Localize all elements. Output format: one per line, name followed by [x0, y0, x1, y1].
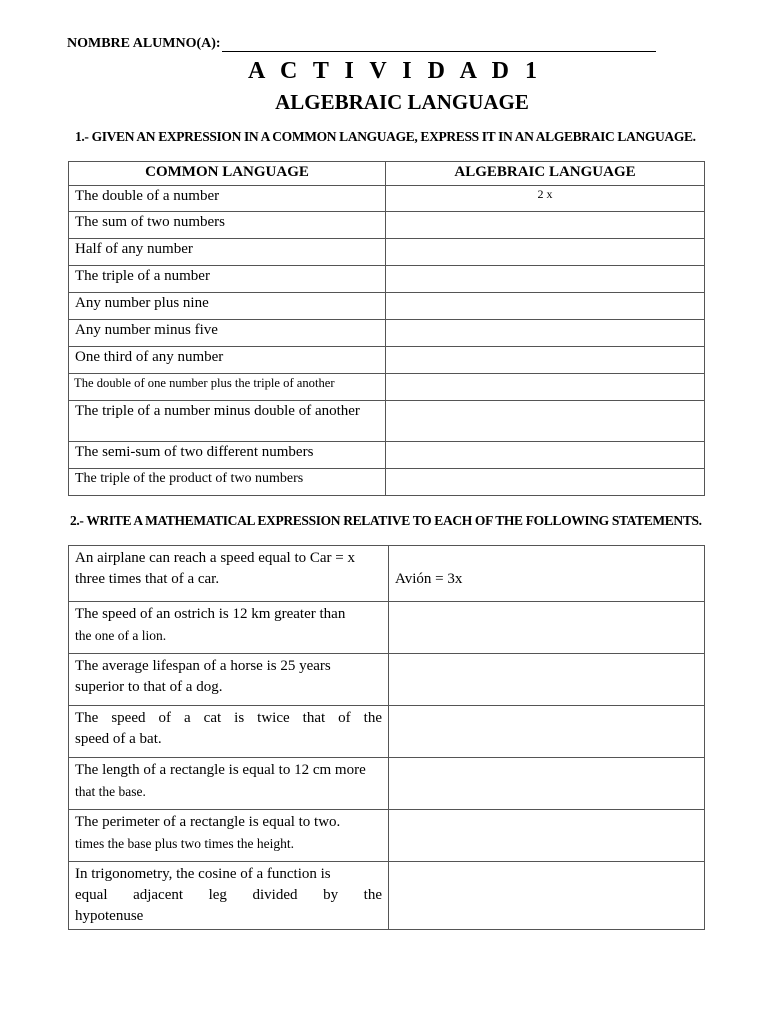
common-cell: The semi-sum of two different numbers [69, 442, 386, 469]
table-row [69, 758, 705, 810]
statement-line: superior to that of a dog. [75, 679, 223, 695]
common-cell: The double of one number plus the triple of another [69, 374, 386, 401]
statement-cell [69, 810, 389, 862]
section2-table [68, 545, 705, 930]
statement-line: times the base plus two times the height. [75, 836, 294, 851]
student-name-field [67, 36, 656, 52]
table-row [69, 810, 705, 862]
statement-line: speed of a bat. [75, 731, 162, 747]
table-row [69, 546, 705, 602]
answer-cell[interactable] [389, 706, 705, 758]
answer-cell[interactable] [386, 266, 705, 293]
table-row [69, 266, 705, 293]
table-row [69, 862, 705, 930]
statement-line: the one of a lion. [75, 628, 167, 643]
answer-cell[interactable] [386, 401, 705, 442]
common-cell: Half of any number [69, 239, 386, 266]
statement-cell [69, 654, 389, 706]
answer-cell[interactable] [389, 758, 705, 810]
table-row [69, 654, 705, 706]
table-row [69, 374, 705, 401]
statement-cell [69, 602, 389, 654]
statement-line: The perimeter of a rectangle is equal to two. [75, 814, 341, 830]
table-row [69, 602, 705, 654]
answer-cell[interactable] [389, 654, 705, 706]
page-subtitle: ALGEBRAIC LANGUAGE [275, 90, 529, 114]
statement-cell [69, 546, 389, 602]
answer-cell[interactable] [386, 293, 705, 320]
statement-line: The speed of a cat is twice that of the [75, 710, 382, 726]
answer-cell[interactable] [389, 602, 705, 654]
statement-line: three times that of a car. [75, 571, 220, 587]
student-name-label: NOMBRE ALUMNO(A): [67, 36, 221, 51]
statement-line: hypotenuse [75, 908, 144, 924]
table-row [69, 320, 705, 347]
section1-table [68, 161, 705, 496]
header-algebraic-language: ALGEBRAIC LANGUAGE [386, 162, 705, 186]
table-row [69, 469, 705, 496]
answer-cell[interactable] [386, 320, 705, 347]
answer-cell[interactable] [389, 862, 705, 930]
table-header-row [69, 162, 705, 186]
answer-cell[interactable] [386, 442, 705, 469]
answer-cell[interactable] [389, 810, 705, 862]
common-cell: Any number minus five [69, 320, 386, 347]
answer-cell[interactable] [386, 347, 705, 374]
common-cell: The triple of a number [69, 266, 386, 293]
answer-cell[interactable]: 2 x [386, 186, 705, 212]
table-row [69, 293, 705, 320]
statement-line: The average lifespan of a horse is 25 years [75, 658, 331, 674]
common-cell: Any number plus nine [69, 293, 386, 320]
common-cell: One third of any number [69, 347, 386, 374]
statement-line: In trigonometry, the cosine of a function is [75, 866, 331, 882]
statement-line: An airplane can reach a speed equal to Car = x [75, 550, 355, 566]
table-row [69, 212, 705, 239]
answer-cell[interactable] [386, 212, 705, 239]
common-cell: The double of a number [69, 186, 386, 212]
section2-instruction: 2.- WRITE A MATHEMATICAL EXPRESSION RELATIVE TO EACH OF THE FOLLOWING STATEMENTS. [70, 513, 702, 528]
common-cell: The triple of the product of two numbers [69, 469, 386, 496]
table-row [69, 401, 705, 442]
table-row [69, 239, 705, 266]
section1-instruction: 1.- GIVEN AN EXPRESSION IN A COMMON LANGUAGE, EXPRESS IT IN AN ALGEBRAIC LANGUAGE. [75, 129, 696, 144]
statement-cell [69, 862, 389, 930]
answer-cell[interactable] [386, 469, 705, 496]
student-name-blank[interactable] [222, 37, 656, 52]
statement-cell [69, 706, 389, 758]
header-common-language: COMMON LANGUAGE [69, 162, 386, 186]
page-title: A C T I V I D A D 1 [248, 58, 542, 84]
table-row [69, 442, 705, 469]
statement-line: The length of a rectangle is equal to 12 cm more [75, 762, 366, 778]
table-row [69, 706, 705, 758]
answer-text: Avión = 3x [395, 571, 463, 587]
statement-line: The speed of an ostrich is 12 km greater than [75, 606, 346, 622]
statement-cell [69, 758, 389, 810]
statement-line: that the base. [75, 784, 146, 799]
table-row [69, 347, 705, 374]
table-row [69, 186, 705, 212]
common-cell: The triple of a number minus double of another [69, 401, 386, 442]
answer-cell[interactable] [389, 546, 705, 602]
answer-cell[interactable] [386, 239, 705, 266]
answer-cell[interactable] [386, 374, 705, 401]
statement-line: equal adjacent leg divided by the [75, 887, 382, 903]
common-cell: The sum of two numbers [69, 212, 386, 239]
